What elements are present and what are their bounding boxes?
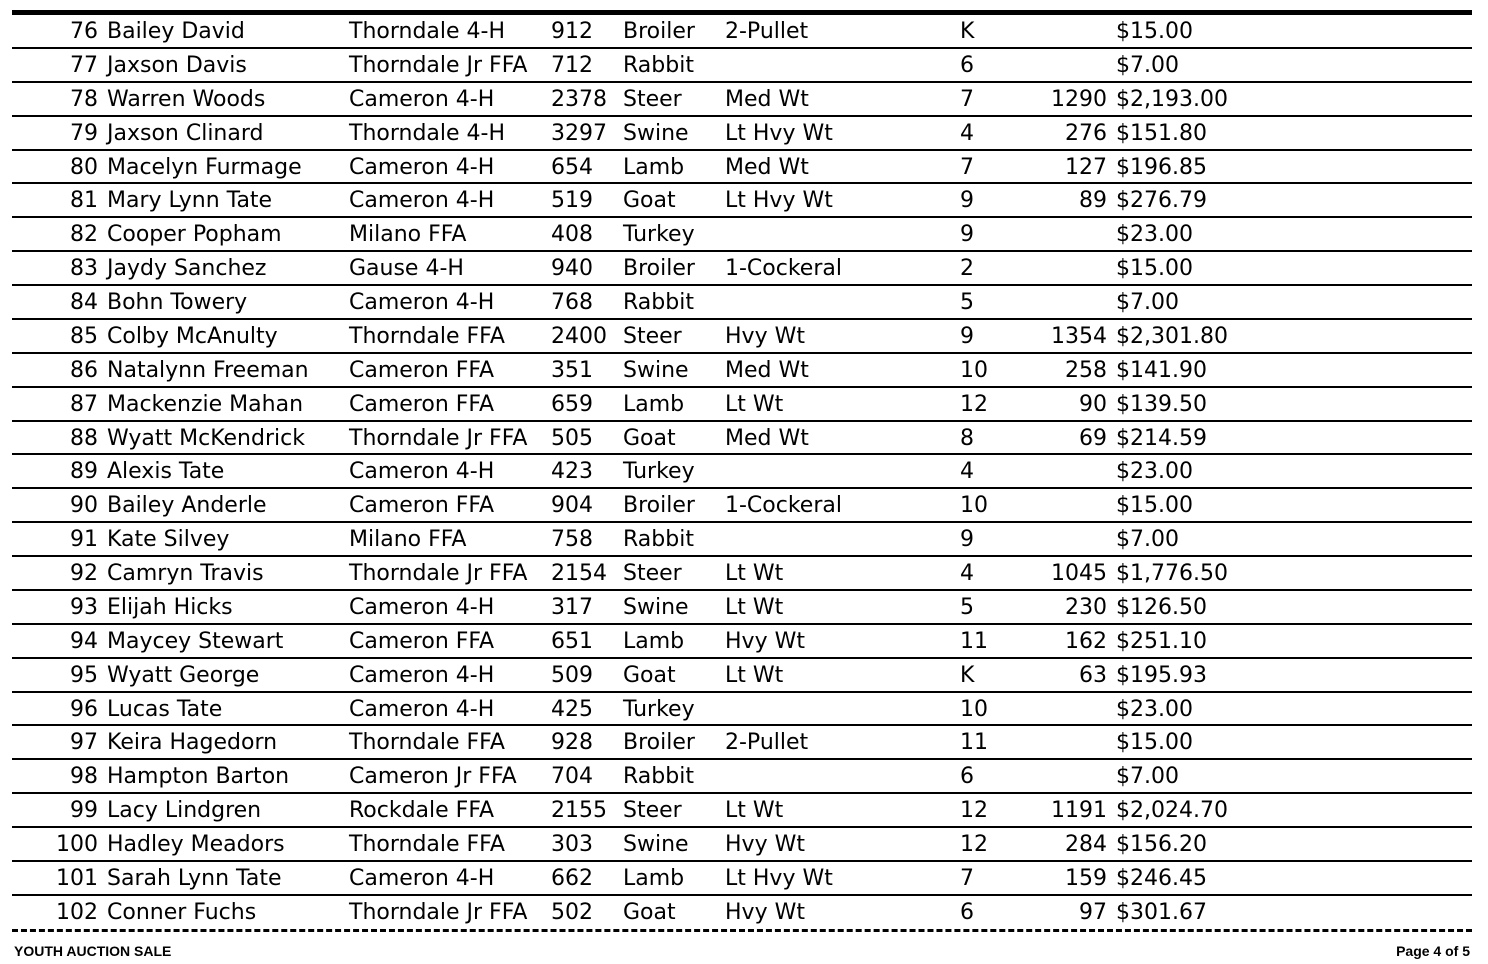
placing-cell: 12 <box>960 391 988 417</box>
weight-cell: 162 <box>1065 628 1107 654</box>
entry-number-cell: 87 <box>70 391 98 417</box>
entry-number-cell: 82 <box>70 222 98 248</box>
weight-class-cell: Med Wt <box>725 86 809 112</box>
table-row <box>12 828 1472 862</box>
weight-class-cell: Hvy Wt <box>725 323 805 349</box>
table-row <box>12 896 1472 930</box>
exhibitor-name-cell: Jaydy Sanchez <box>107 256 267 282</box>
table-row <box>12 388 1472 422</box>
entry-number-cell: 92 <box>70 561 98 586</box>
tag-number-cell: 2378 <box>551 86 607 112</box>
table-row <box>12 15 1472 49</box>
exhibitor-name-cell: Maycey Stewart <box>107 628 284 654</box>
sale-price-cell: $15.00 <box>1116 493 1193 519</box>
club-name-cell: Cameron 4-H <box>349 86 495 112</box>
sale-price-cell: $276.79 <box>1116 188 1207 214</box>
species-cell: Swine <box>623 120 689 146</box>
species-cell: Lamb <box>623 391 685 417</box>
exhibitor-name-cell: Mary Lynn Tate <box>107 188 273 214</box>
club-name-cell: Thorndale Jr FFA <box>349 899 528 925</box>
entry-number-cell: 95 <box>70 662 98 688</box>
club-name-cell: Milano FFA <box>349 527 467 553</box>
weight-cell: 63 <box>1079 662 1107 688</box>
placing-cell: 10 <box>960 493 988 519</box>
weight-cell: 159 <box>1065 865 1107 891</box>
tag-number-cell: 712 <box>551 52 593 78</box>
weight-class-cell: Hvy Wt <box>725 832 805 857</box>
weight-cell: 258 <box>1065 357 1107 383</box>
weight-cell: 1045 <box>1051 561 1107 586</box>
weight-cell: 1354 <box>1051 323 1107 349</box>
club-name-cell: Gause 4-H <box>349 256 464 282</box>
club-name-cell: Thorndale FFA <box>349 832 505 857</box>
weight-cell: 1191 <box>1051 798 1107 824</box>
entry-number-cell: 99 <box>70 798 98 824</box>
placing-cell: 9 <box>960 222 974 248</box>
placing-cell: 6 <box>960 764 974 790</box>
species-cell: Swine <box>623 832 689 857</box>
tag-number-cell: 317 <box>551 594 593 620</box>
tag-number-cell: 940 <box>551 256 593 282</box>
club-name-cell: Cameron 4-H <box>349 154 495 180</box>
sale-price-cell: $1,776.50 <box>1116 561 1228 586</box>
tag-number-cell: 912 <box>551 19 593 44</box>
entry-number-cell: 78 <box>70 86 98 112</box>
species-cell: Swine <box>623 357 689 383</box>
weight-cell: 69 <box>1079 425 1107 451</box>
table-row <box>12 422 1472 456</box>
species-cell: Broiler <box>623 493 695 519</box>
weight-class-cell: Lt Wt <box>725 391 784 417</box>
weight-class-cell: Med Wt <box>725 154 809 180</box>
weight-class-cell: Lt Hvy Wt <box>725 120 833 146</box>
species-cell: Swine <box>623 594 689 620</box>
sale-price-cell: $195.93 <box>1116 662 1207 688</box>
exhibitor-name-cell: Wyatt George <box>107 662 260 688</box>
table-row <box>12 286 1472 320</box>
sale-price-cell: $151.80 <box>1116 120 1207 146</box>
exhibitor-name-cell: Wyatt McKendrick <box>107 425 305 451</box>
exhibitor-name-cell: Colby McAnulty <box>107 323 278 349</box>
tag-number-cell: 509 <box>551 662 593 688</box>
table-row <box>12 760 1472 794</box>
placing-cell: 11 <box>960 730 988 756</box>
tag-number-cell: 3297 <box>551 120 607 146</box>
exhibitor-name-cell: Bohn Towery <box>107 290 248 315</box>
sale-price-cell: $139.50 <box>1116 391 1207 417</box>
tag-number-cell: 303 <box>551 832 593 857</box>
sale-price-cell: $251.10 <box>1116 628 1207 654</box>
species-cell: Turkey <box>623 222 695 248</box>
club-name-cell: Cameron FFA <box>349 357 495 383</box>
table-row <box>12 49 1472 83</box>
tag-number-cell: 423 <box>551 459 593 485</box>
entry-number-cell: 76 <box>70 19 98 44</box>
placing-cell: 6 <box>960 899 974 925</box>
club-name-cell: Cameron 4-H <box>349 696 495 722</box>
table-row <box>12 218 1472 252</box>
club-name-cell: Thorndale 4-H <box>349 120 506 146</box>
weight-class-cell: Lt Wt <box>725 662 784 688</box>
species-cell: Steer <box>623 798 682 824</box>
table-row <box>12 252 1472 286</box>
entry-number-cell: 81 <box>70 188 98 214</box>
exhibitor-name-cell: Macelyn Furmage <box>107 154 302 180</box>
exhibitor-name-cell: Camryn Travis <box>107 561 264 586</box>
exhibitor-name-cell: Jaxson Clinard <box>107 120 264 146</box>
table-row <box>12 117 1472 151</box>
entry-number-cell: 89 <box>70 459 98 485</box>
weight-cell: 230 <box>1065 594 1107 620</box>
club-name-cell: Cameron 4-H <box>349 662 495 688</box>
species-cell: Goat <box>623 188 676 214</box>
sale-price-cell: $23.00 <box>1116 696 1193 722</box>
weight-class-cell: Lt Wt <box>725 798 784 824</box>
placing-cell: 4 <box>960 561 974 586</box>
exhibitor-name-cell: Lucas Tate <box>107 696 223 722</box>
species-cell: Broiler <box>623 256 695 282</box>
club-name-cell: Thorndale Jr FFA <box>349 425 528 451</box>
placing-cell: 7 <box>960 154 974 180</box>
weight-cell: 97 <box>1079 899 1107 925</box>
sale-price-cell: $2,024.70 <box>1116 798 1228 824</box>
table-row <box>12 455 1472 489</box>
club-name-cell: Rockdale FFA <box>349 798 495 824</box>
entry-number-cell: 94 <box>70 628 98 654</box>
entry-number-cell: 86 <box>70 357 98 383</box>
entry-number-cell: 85 <box>70 323 98 349</box>
table-row <box>12 794 1472 828</box>
species-cell: Lamb <box>623 628 685 654</box>
entry-number-cell: 79 <box>70 120 98 146</box>
sale-price-cell: $246.45 <box>1116 865 1207 891</box>
tag-number-cell: 768 <box>551 290 593 315</box>
weight-cell: 276 <box>1065 120 1107 146</box>
page-number: Page 4 of 5 <box>1396 943 1470 959</box>
weight-class-cell: Hvy Wt <box>725 628 805 654</box>
weight-class-cell: 1-Cockeral <box>725 493 842 519</box>
club-name-cell: Cameron 4-H <box>349 594 495 620</box>
weight-class-cell: Lt Hvy Wt <box>725 865 833 891</box>
placing-cell: 5 <box>960 594 974 620</box>
entry-number-cell: 96 <box>70 696 98 722</box>
table-row <box>12 184 1472 218</box>
placing-cell: 11 <box>960 628 988 654</box>
club-name-cell: Thorndale FFA <box>349 730 505 756</box>
exhibitor-name-cell: Mackenzie Mahan <box>107 391 304 417</box>
species-cell: Broiler <box>623 19 695 44</box>
entry-number-cell: 101 <box>56 865 98 891</box>
club-name-cell: Cameron 4-H <box>349 188 495 214</box>
species-cell: Rabbit <box>623 764 694 790</box>
placing-cell: 12 <box>960 798 988 824</box>
placing-cell: 7 <box>960 865 974 891</box>
sale-price-cell: $2,301.80 <box>1116 323 1228 349</box>
placing-cell: 9 <box>960 323 974 349</box>
sale-price-cell: $15.00 <box>1116 256 1193 282</box>
placing-cell: 10 <box>960 357 988 383</box>
exhibitor-name-cell: Elijah Hicks <box>107 594 233 620</box>
club-name-cell: Cameron FFA <box>349 391 495 417</box>
species-cell: Goat <box>623 425 676 451</box>
tag-number-cell: 928 <box>551 730 593 756</box>
exhibitor-name-cell: Natalynn Freeman <box>107 357 309 383</box>
tag-number-cell: 505 <box>551 425 593 451</box>
club-name-cell: Thorndale Jr FFA <box>349 561 528 586</box>
club-name-cell: Cameron FFA <box>349 628 495 654</box>
entry-number-cell: 102 <box>56 899 98 925</box>
entry-number-cell: 88 <box>70 425 98 451</box>
club-name-cell: Thorndale 4-H <box>349 19 506 44</box>
entry-number-cell: 97 <box>70 730 98 756</box>
entry-number-cell: 77 <box>70 52 98 78</box>
species-cell: Lamb <box>623 865 685 891</box>
exhibitor-name-cell: Lacy Lindgren <box>107 798 262 824</box>
tag-number-cell: 704 <box>551 764 593 790</box>
exhibitor-name-cell: Cooper Popham <box>107 222 282 248</box>
species-cell: Turkey <box>623 696 695 722</box>
table-row <box>12 320 1472 354</box>
species-cell: Rabbit <box>623 52 694 78</box>
tag-number-cell: 2400 <box>551 323 607 349</box>
placing-cell: 4 <box>960 120 974 146</box>
tag-number-cell: 2154 <box>551 561 607 586</box>
exhibitor-name-cell: Kate Silvey <box>107 527 230 553</box>
tag-number-cell: 651 <box>551 628 593 654</box>
club-name-cell: Cameron FFA <box>349 493 495 519</box>
tag-number-cell: 519 <box>551 188 593 214</box>
table-row <box>12 693 1472 727</box>
placing-cell: 2 <box>960 256 974 282</box>
table-row <box>12 489 1472 523</box>
sale-price-cell: $23.00 <box>1116 222 1193 248</box>
weight-class-cell: Med Wt <box>725 425 809 451</box>
sale-price-cell: $156.20 <box>1116 832 1207 857</box>
table-row <box>12 523 1472 557</box>
table-row <box>12 151 1472 185</box>
entry-number-cell: 93 <box>70 594 98 620</box>
sale-price-cell: $7.00 <box>1116 527 1179 553</box>
sale-price-cell: $2,193.00 <box>1116 86 1228 112</box>
table-row <box>12 862 1472 896</box>
species-cell: Steer <box>623 86 682 112</box>
table-row <box>12 557 1472 591</box>
tag-number-cell: 351 <box>551 357 593 383</box>
entry-number-cell: 91 <box>70 527 98 553</box>
placing-cell: 10 <box>960 696 988 722</box>
species-cell: Steer <box>623 323 682 349</box>
entry-number-cell: 100 <box>56 832 98 857</box>
tag-number-cell: 654 <box>551 154 593 180</box>
species-cell: Rabbit <box>623 527 694 553</box>
exhibitor-name-cell: Hadley Meadors <box>107 832 285 857</box>
species-cell: Rabbit <box>623 290 694 315</box>
placing-cell: 6 <box>960 52 974 78</box>
weight-class-cell: Hvy Wt <box>725 899 805 925</box>
tag-number-cell: 2155 <box>551 798 607 824</box>
weight-cell: 90 <box>1079 391 1107 417</box>
tag-number-cell: 662 <box>551 865 593 891</box>
weight-cell: 127 <box>1065 154 1107 180</box>
exhibitor-name-cell: Alexis Tate <box>107 459 225 485</box>
tag-number-cell: 904 <box>551 493 593 519</box>
tag-number-cell: 408 <box>551 222 593 248</box>
weight-class-cell: 2-Pullet <box>725 730 809 756</box>
species-cell: Steer <box>623 561 682 586</box>
entry-number-cell: 90 <box>70 493 98 519</box>
sale-price-cell: $141.90 <box>1116 357 1207 383</box>
club-name-cell: Thorndale FFA <box>349 323 505 349</box>
sale-price-cell: $23.00 <box>1116 459 1193 485</box>
placing-cell: 7 <box>960 86 974 112</box>
table-row <box>12 83 1472 117</box>
sale-price-cell: $7.00 <box>1116 52 1179 78</box>
exhibitor-name-cell: Jaxson Davis <box>107 52 247 78</box>
sale-price-cell: $126.50 <box>1116 594 1207 620</box>
footer-title: YOUTH AUCTION SALE <box>14 943 172 959</box>
club-name-cell: Cameron 4-H <box>349 459 495 485</box>
weight-cell: 1290 <box>1051 86 1107 112</box>
tag-number-cell: 502 <box>551 899 593 925</box>
sale-price-cell: $301.67 <box>1116 899 1207 925</box>
entry-number-cell: 83 <box>70 256 98 282</box>
placing-cell: K <box>960 662 975 688</box>
species-cell: Goat <box>623 899 676 925</box>
auction-results-table <box>12 15 1472 930</box>
species-cell: Turkey <box>623 459 695 485</box>
weight-class-cell: Lt Wt <box>725 594 784 620</box>
sale-price-cell: $196.85 <box>1116 154 1207 180</box>
exhibitor-name-cell: Conner Fuchs <box>107 899 257 925</box>
weight-class-cell: 1-Cockeral <box>725 256 842 282</box>
club-name-cell: Thorndale Jr FFA <box>349 52 528 78</box>
footer-divider <box>12 929 1472 932</box>
club-name-cell: Milano FFA <box>349 222 467 248</box>
sale-price-cell: $214.59 <box>1116 425 1207 451</box>
exhibitor-name-cell: Bailey Anderle <box>107 493 267 519</box>
sale-price-cell: $7.00 <box>1116 764 1179 790</box>
sale-price-cell: $7.00 <box>1116 290 1179 315</box>
weight-cell: 284 <box>1065 832 1107 857</box>
exhibitor-name-cell: Hampton Barton <box>107 764 290 790</box>
tag-number-cell: 425 <box>551 696 593 722</box>
weight-cell: 89 <box>1079 188 1107 214</box>
tag-number-cell: 758 <box>551 527 593 553</box>
placing-cell: 9 <box>960 527 974 553</box>
exhibitor-name-cell: Sarah Lynn Tate <box>107 865 282 891</box>
club-name-cell: Cameron 4-H <box>349 865 495 891</box>
weight-class-cell: Med Wt <box>725 357 809 383</box>
exhibitor-name-cell: Bailey David <box>107 19 245 44</box>
species-cell: Lamb <box>623 154 685 180</box>
placing-cell: 4 <box>960 459 974 485</box>
species-cell: Broiler <box>623 730 695 756</box>
club-name-cell: Cameron 4-H <box>349 290 495 315</box>
weight-class-cell: Lt Wt <box>725 561 784 586</box>
table-row <box>12 625 1472 659</box>
tag-number-cell: 659 <box>551 391 593 417</box>
weight-class-cell: 2-Pullet <box>725 19 809 44</box>
placing-cell: 12 <box>960 832 988 857</box>
sale-price-cell: $15.00 <box>1116 730 1193 756</box>
table-row <box>12 354 1472 388</box>
weight-class-cell: Lt Hvy Wt <box>725 188 833 214</box>
entry-number-cell: 98 <box>70 764 98 790</box>
club-name-cell: Cameron Jr FFA <box>349 764 517 790</box>
placing-cell: K <box>960 19 975 44</box>
exhibitor-name-cell: Warren Woods <box>107 86 266 112</box>
placing-cell: 8 <box>960 425 974 451</box>
species-cell: Goat <box>623 662 676 688</box>
entry-number-cell: 84 <box>70 290 98 315</box>
table-row <box>12 591 1472 625</box>
table-row <box>12 659 1472 693</box>
placing-cell: 9 <box>960 188 974 214</box>
exhibitor-name-cell: Keira Hagedorn <box>107 730 278 756</box>
table-row <box>12 726 1472 760</box>
entry-number-cell: 80 <box>70 154 98 180</box>
placing-cell: 5 <box>960 290 974 315</box>
sale-price-cell: $15.00 <box>1116 19 1193 44</box>
